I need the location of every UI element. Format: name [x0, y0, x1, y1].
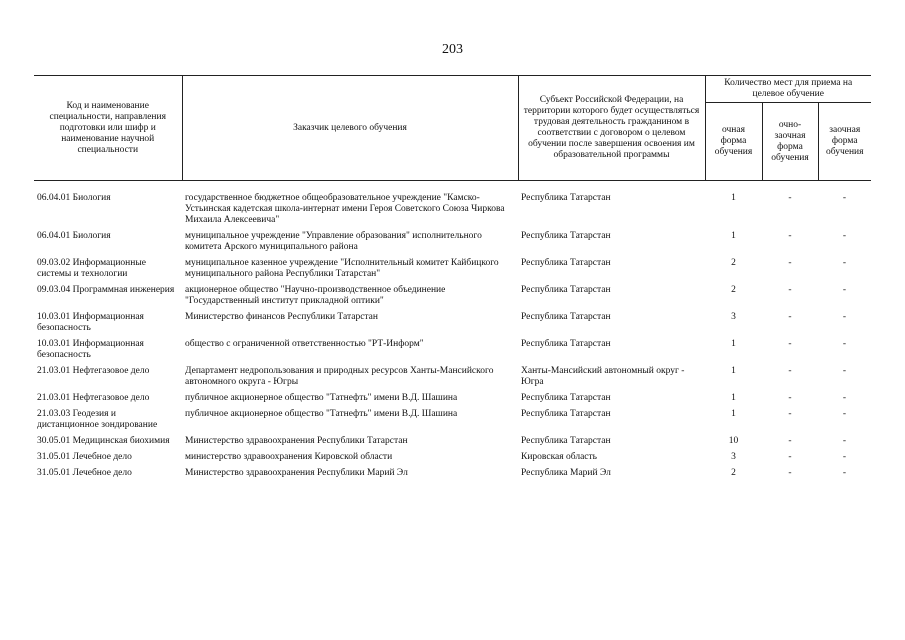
cell-code: 21.03.03 Геодезия и дистанционное зондирование: [37, 409, 158, 430]
cell-fulltime: 1: [731, 339, 736, 349]
cell-parttime: -: [842, 393, 847, 403]
cell-mixed: -: [788, 285, 792, 295]
page-number: 203: [442, 42, 463, 57]
table-row: [34, 409, 871, 436]
cell-customer: министерство здравоохранения Кировской области: [185, 452, 393, 462]
cell-code: 09.03.02 Информационные системы и технологии: [37, 258, 146, 279]
cell-code: 21.03.01 Нефтегазовое дело: [37, 393, 150, 403]
header-places: Количество мест для приема на целевое обучение: [705, 76, 871, 103]
cell-subject: Республика Татарстан: [521, 436, 611, 446]
targeted-training-table: [34, 75, 871, 484]
cell-code: 31.05.01 Лечебное дело: [37, 452, 132, 462]
cell-subject: Республика Марий Эл: [521, 468, 611, 478]
cell-subject: Республика Татарстан: [521, 193, 611, 203]
header-fulltime: очная форма обучения: [705, 103, 762, 181]
header-subject: Субъект Российской Федерации, на территории которого будет осуществляться трудовая деятельность гражданином в соответствии с договором о целевом обучении после завершения освоения им образовательной программы: [518, 76, 705, 181]
cell-fulltime: 1: [731, 409, 736, 419]
cell-subject: Ханты-Мансийский автономный округ - Югра: [521, 366, 685, 387]
table-row: [34, 339, 871, 366]
cell-code: 10.03.01 Информационная безопасность: [37, 312, 144, 333]
cell-fulltime: 10: [728, 436, 739, 446]
cell-customer: муниципальное казенное учреждение "Исполнительный комитет Кайбицкого муниципального района Республики Татарстан": [185, 258, 499, 279]
cell-subject: Республика Татарстан: [521, 285, 611, 295]
cell-fulltime: 2: [731, 468, 736, 478]
cell-mixed: -: [788, 193, 792, 203]
cell-code: 31.05.01 Лечебное дело: [37, 468, 132, 478]
cell-mixed: -: [788, 231, 792, 241]
cell-fulltime: 1: [731, 231, 736, 241]
cell-customer: Департамент недропользования и природных ресурсов Ханты-Мансийского автономного округа - Югры: [185, 366, 494, 387]
table-row: [34, 312, 871, 339]
cell-fulltime: 1: [731, 193, 736, 203]
cell-fulltime: 2: [731, 285, 736, 295]
cell-fulltime: 1: [731, 393, 736, 403]
cell-code: 10.03.01 Информационная безопасность: [37, 339, 144, 360]
cell-mixed: -: [788, 436, 792, 446]
cell-parttime: -: [842, 258, 847, 268]
cell-subject: Кировская область: [521, 452, 598, 462]
cell-subject: Республика Татарстан: [521, 258, 611, 268]
cell-parttime: -: [842, 231, 847, 241]
table-header: [34, 76, 871, 181]
header-parttime: заочная форма обучения: [818, 103, 871, 181]
cell-subject: Республика Татарстан: [521, 339, 611, 349]
cell-mixed: -: [788, 452, 792, 462]
cell-parttime: -: [842, 193, 847, 203]
cell-mixed: -: [788, 393, 792, 403]
header-code: Код и наименование специальности, направления подготовки или шифр и наименование научной специальности: [34, 76, 182, 181]
cell-customer: Министерство здравоохранения Республики Марий Эл: [185, 468, 408, 478]
cell-mixed: -: [788, 366, 792, 376]
cell-customer: муниципальное учреждение "Управление образования" исполнительного комитета Арского муниципального района: [185, 231, 482, 252]
cell-mixed: -: [788, 339, 792, 349]
cell-fulltime: 1: [731, 366, 736, 376]
cell-code: 30.05.01 Медицинская биохимия: [37, 436, 170, 446]
table-row: [34, 231, 871, 258]
cell-mixed: -: [788, 468, 792, 478]
cell-customer: Министерство финансов Республики Татарстан: [185, 312, 378, 322]
table-row: [34, 366, 871, 393]
cell-customer: публичное акционерное общество "Татнефть" имени В.Д. Шашина: [185, 393, 458, 403]
cell-customer: акционерное общество "Научно-производственное объединение "Государственный институт прикладной оптики": [185, 285, 446, 306]
cell-customer: публичное акционерное общество "Татнефть" имени В.Д. Шашина: [185, 409, 458, 419]
cell-parttime: -: [842, 409, 847, 419]
cell-parttime: -: [842, 468, 847, 478]
cell-subject: Республика Татарстан: [521, 409, 611, 419]
cell-parttime: -: [842, 452, 847, 462]
table-body: [34, 181, 871, 485]
header-customer: Заказчик целевого обучения: [182, 76, 518, 181]
cell-parttime: -: [842, 366, 847, 376]
cell-fulltime: 3: [731, 452, 736, 462]
cell-code: 06.04.01 Биология: [37, 193, 111, 203]
cell-mixed: -: [788, 312, 792, 322]
cell-code: 21.03.01 Нефтегазовое дело: [37, 366, 150, 376]
cell-mixed: -: [788, 258, 792, 268]
cell-customer: общество с ограниченной ответственностью "РТ-Информ": [185, 339, 424, 349]
cell-subject: Республика Татарстан: [521, 393, 611, 403]
cell-subject: Республика Татарстан: [521, 231, 611, 241]
table-row: [34, 436, 871, 452]
table-row: [34, 285, 871, 312]
cell-parttime: -: [842, 436, 847, 446]
table-row: [34, 468, 871, 484]
table-row: [34, 452, 871, 468]
cell-subject: Республика Татарстан: [521, 312, 611, 322]
header-mixed: очно-заочная форма обучения: [762, 103, 818, 181]
cell-fulltime: 3: [731, 312, 736, 322]
table-row: [34, 393, 871, 409]
cell-parttime: -: [842, 285, 847, 295]
cell-customer: Министерство здравоохранения Республики Татарстан: [185, 436, 408, 446]
table-row: [34, 193, 871, 231]
cell-parttime: -: [842, 339, 847, 349]
cell-parttime: -: [842, 312, 847, 322]
cell-customer: государственное бюджетное общеобразовательное учреждение "Камско-Устьинская кадетская школа-интернат имени Героя Советского Союза Чиркова Михаила Алексеевича": [185, 193, 505, 225]
cell-mixed: -: [788, 409, 792, 419]
cell-fulltime: 2: [731, 258, 736, 268]
cell-code: 06.04.01 Биология: [37, 231, 111, 241]
cell-code: 09.03.04 Программная инженерия: [37, 285, 175, 295]
table-row: [34, 258, 871, 285]
